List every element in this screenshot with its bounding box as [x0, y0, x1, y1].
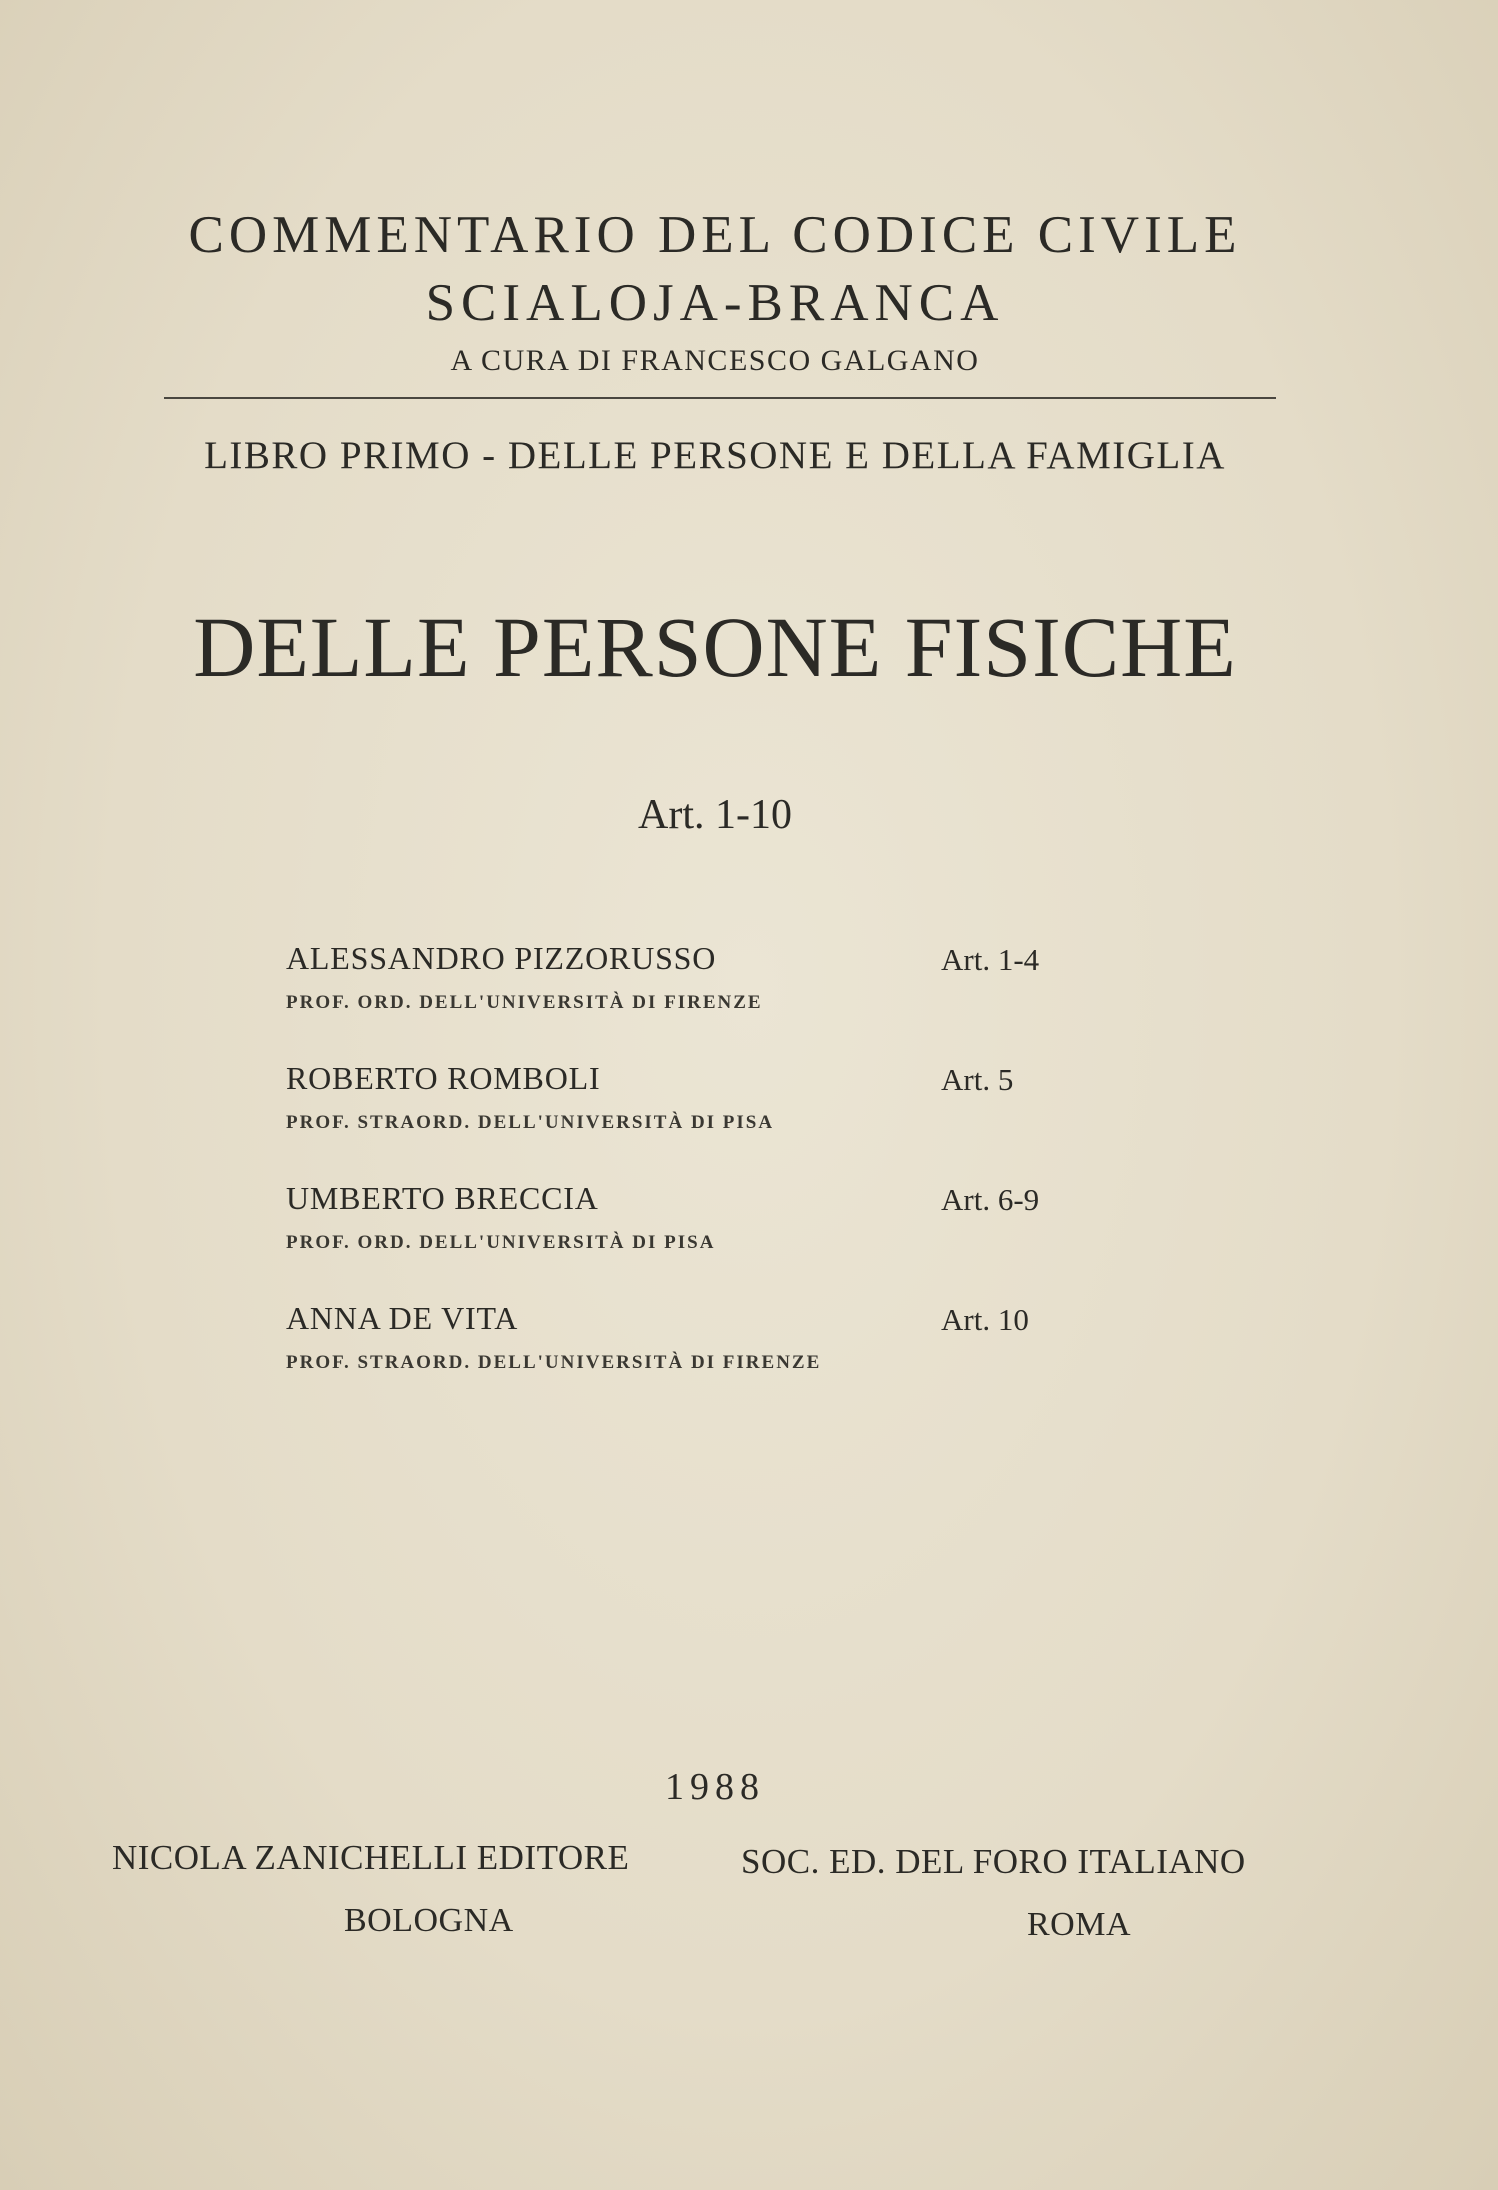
editor-credit: A CURA DI FRANCESCO GALGANO: [450, 344, 980, 377]
author-name: UMBERTO BRECCIA: [286, 1180, 599, 1216]
author-name: ROBERTO ROMBOLI: [286, 1060, 601, 1096]
series-subtitle: SCIALOJA-BRANCA: [425, 274, 1005, 332]
author-articles: Art. 5: [941, 1062, 1014, 1097]
header-divider: [164, 397, 1276, 399]
author-affiliation: PROF. STRAORD. DELL'UNIVERSITÀ DI PISA: [286, 1112, 775, 1133]
publisher-left: NICOLA ZANICHELLI EDITORE: [112, 1838, 630, 1877]
author-articles: Art. 6-9: [941, 1182, 1040, 1217]
author-name: ALESSANDRO PIZZORUSSO: [286, 940, 717, 976]
article-range: Art. 1-10: [638, 792, 792, 838]
author-entry: [286, 940, 1186, 1060]
city-left: BOLOGNA: [344, 1902, 514, 1939]
author-name: ANNA DE VITA: [286, 1300, 519, 1336]
publication-year: 1988: [665, 1766, 765, 1808]
author-affiliation: PROF. STRAORD. DELL'UNIVERSITÀ DI FIRENZE: [286, 1352, 822, 1373]
author-affiliation: PROF. ORD. DELL'UNIVERSITÀ DI PISA: [286, 1232, 716, 1253]
publisher-right: SOC. ED. DEL FORO ITALIANO: [741, 1842, 1246, 1881]
page-title: DELLE PERSONE FISICHE: [193, 599, 1237, 695]
author-entry: [286, 1300, 1186, 1420]
author-entry: [286, 1060, 1186, 1180]
city-right: ROMA: [1027, 1906, 1132, 1943]
author-articles: Art. 1-4: [941, 942, 1040, 977]
series-title: COMMENTARIO DEL CODICE CIVILE: [188, 206, 1242, 264]
author-list: [286, 940, 1186, 1420]
book-section: LIBRO PRIMO - DELLE PERSONE E DELLA FAMIGLIA: [204, 434, 1226, 477]
author-affiliation: PROF. ORD. DELL'UNIVERSITÀ DI FIRENZE: [286, 992, 763, 1013]
author-articles: Art. 10: [941, 1302, 1029, 1337]
author-entry: [286, 1180, 1186, 1300]
